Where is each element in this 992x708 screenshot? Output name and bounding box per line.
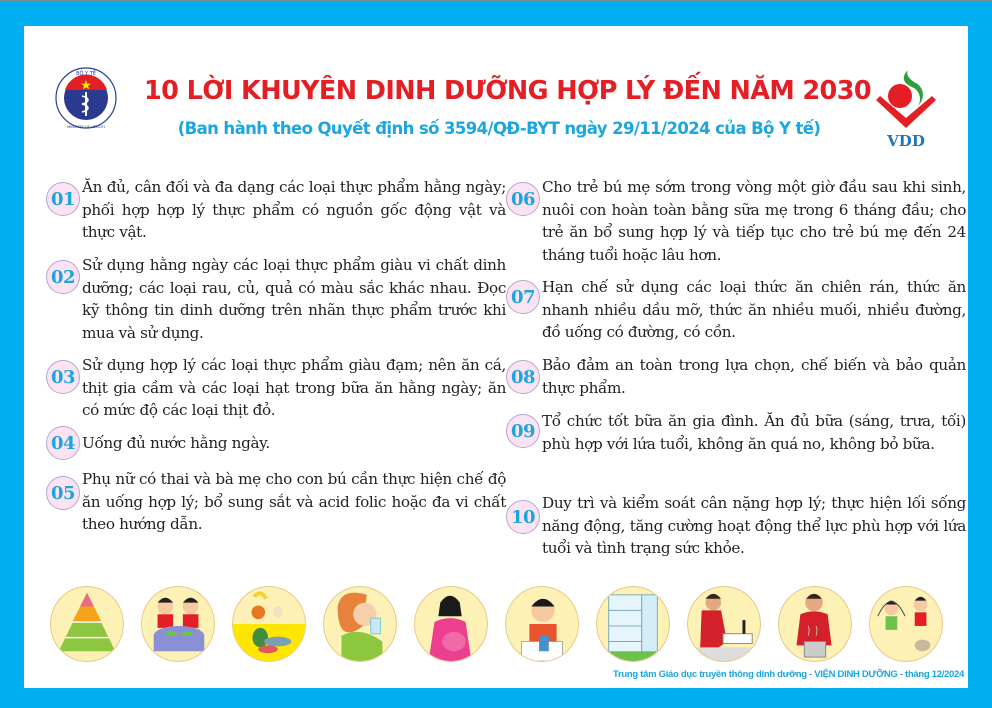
advice-item-02 <box>46 254 506 346</box>
pregnant-woman-icon <box>414 586 488 662</box>
advice-text: Ăn đủ, cân đối và đa dạng các loại thực phẩm hằng ngày; phối hợp hợp lý thực phẩm có nguồn gốc động vật và thực vật. <box>82 178 506 241</box>
advice-item-05 <box>46 468 506 538</box>
number-badge: 05 <box>46 476 80 510</box>
advice-item-09 <box>506 410 966 480</box>
caduceus-icon <box>54 66 118 130</box>
advice-item-01 <box>46 176 506 246</box>
number-badge: 06 <box>506 182 540 216</box>
svg-text:MINISTRY OF HEALTH: MINISTRY OF HEALTH <box>67 125 105 129</box>
girl-drinking-water-icon <box>323 586 397 662</box>
advice-text: Duy trì và kiểm soát cân nặng hợp lý; thực hiện lối sống năng động, tăng cường hoạt động thể lực phù hợp với lứa tuổi và tình trạng sức khỏe. <box>542 494 966 557</box>
advice-item-08 <box>506 354 966 402</box>
woman-cooking-icon <box>778 586 852 662</box>
advice-text: Hạn chế sử dụng các loại thức ăn chiên rán, thức ăn nhanh nhiều dầu mỡ, thức ăn nhiều muối, nhiều đường, đồ uống có đường, có cồn. <box>542 278 966 341</box>
advice-text: Sử dụng hợp lý các loại thực phẩm giàu đạm; nên ăn cá, thịt gia cầm và các loại hạt trong bữa ăn hằng ngày; ăn có mức độ các loại thịt đỏ. <box>82 356 506 419</box>
advice-text: Tổ chức tốt bữa ăn gia đình. Ăn đủ bữa (sáng, trưa, tối) phù hợp với lứa tuổi, không ăn quá no, không bỏ bữa. <box>542 412 966 453</box>
number-badge: 04 <box>46 426 80 460</box>
footer-credit: Trung tâm Giáo dục truyền thông dinh dưỡng - VIỆN DINH DƯỠNG - tháng 12/2024 <box>613 669 964 680</box>
number-badge: 08 <box>506 360 540 394</box>
advice-item-03 <box>46 354 506 424</box>
advice-item-06 <box>506 176 966 268</box>
colorful-foods-icon <box>232 586 306 662</box>
number-badge: 03 <box>46 360 80 394</box>
advice-text: Cho trẻ bú mẹ sớm trong vòng một giờ đầu sau khi sinh, nuôi con hoàn toàn bằng sữa mẹ trong 6 tháng đầu; cho trẻ ăn bổ sung hợp lý và tiếp tục cho trẻ bú mẹ đến 24 tháng tuổi hoặc lâu hơn. <box>542 178 966 264</box>
number-badge: 01 <box>46 182 80 216</box>
vdd-logo-icon <box>870 64 942 150</box>
boy-reading-label-icon <box>505 586 579 662</box>
advice-text: Bảo đảm an toàn trong lựa chọn, chế biến và bảo quản thực phẩm. <box>542 356 966 397</box>
number-badge: 09 <box>506 414 540 448</box>
advice-item-04 <box>46 426 486 462</box>
advice-text: Sử dụng hằng ngày các loại thực phẩm giàu vi chất dinh dưỡng; các loại rau, củ, quả có màu sắc khác nhau. Đọc kỹ thông tin dinh dưỡng trên nhãn thực phẩm trước khi mua và sử dụng. <box>82 256 506 342</box>
refrigerator-icon <box>596 586 670 662</box>
advice-item-10 <box>506 492 966 562</box>
children-playing-icon <box>869 586 943 662</box>
advice-text: Phụ nữ có thai và bà mẹ cho con bú cần thực hiện chế độ ăn uống hợp lý; bổ sung sắt và acid folic hoặc đa vi chất theo hướng dẫn. <box>82 470 506 533</box>
woman-washing-icon <box>687 586 761 662</box>
svg-text:VDD: VDD <box>887 132 925 150</box>
advice-item-07 <box>506 276 966 346</box>
number-badge: 02 <box>46 260 80 294</box>
number-badge: 10 <box>506 500 540 534</box>
ministry-of-health-logo <box>54 66 118 130</box>
advice-text: Uống đủ nước hằng ngày. <box>82 434 270 452</box>
vdd-logo <box>870 64 942 150</box>
number-badge: 07 <box>506 280 540 314</box>
svg-text:BỘ Y TẾ: BỘ Y TẾ <box>76 71 96 77</box>
children-eating-icon <box>141 586 215 662</box>
food-pyramid-icon <box>50 586 124 662</box>
illustration-row <box>50 586 950 666</box>
page-subtitle: (Ban hành theo Quyết định số 3594/QĐ-BYT ngày 29/11/2024 của Bộ Y tế) <box>177 119 821 138</box>
page-title: 10 LỜI KHUYÊN DINH DƯỠNG HỢP LÝ ĐẾN NĂM 2030 <box>144 76 871 106</box>
poster <box>24 26 968 688</box>
